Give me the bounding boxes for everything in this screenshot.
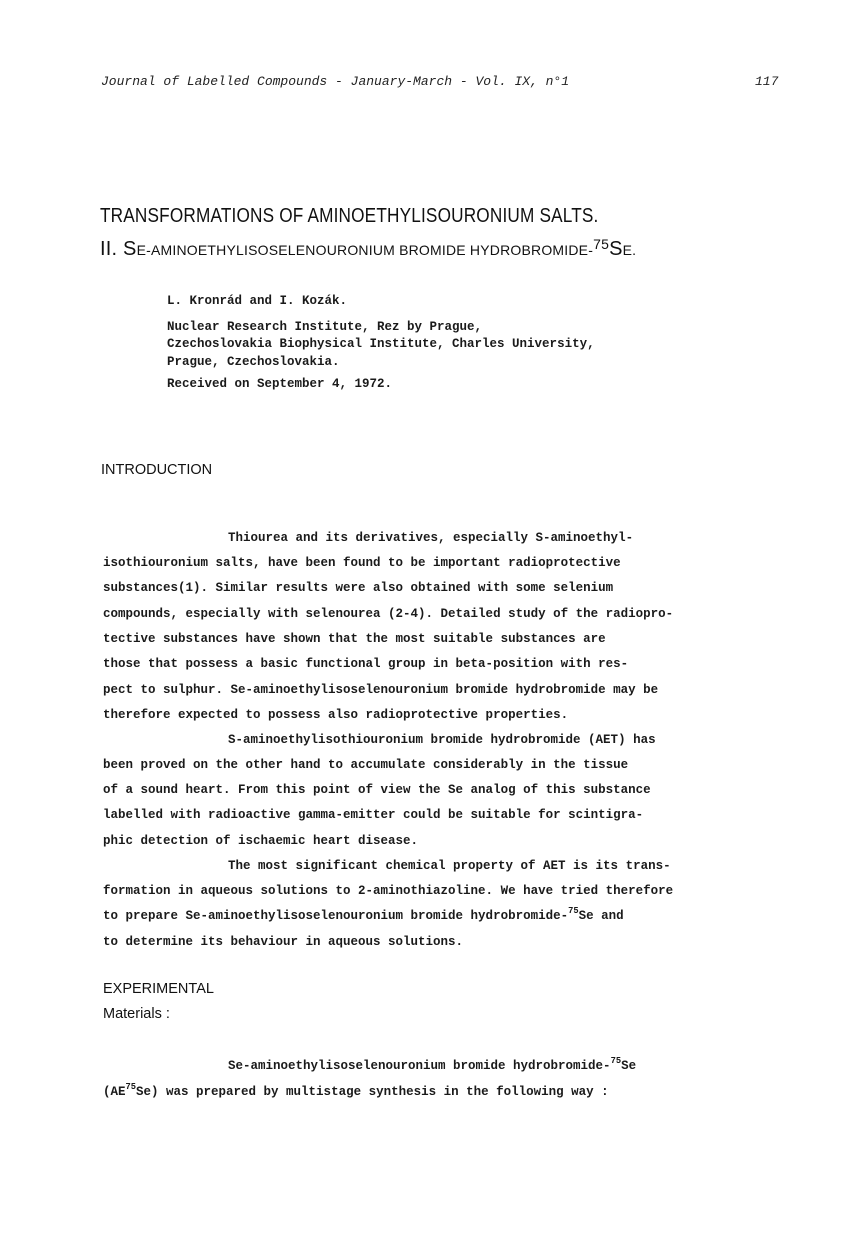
title-line-2-smallcaps: E-AMINOETHYLISOSELENOURONIUM BROMIDE HYDROBROMIDE-	[136, 242, 594, 258]
body-line	[103, 1082, 609, 1099]
body-line: labelled with radioactive gamma-emitter could be suitable for scintigra-	[103, 808, 644, 822]
body-line: those that possess a basic functional group in beta-position with res-	[103, 657, 629, 671]
affiliation-line: Czechoslovakia Biophysical Institute, Charles University,	[167, 337, 595, 351]
body-line: formation in aqueous solutions to 2-aminothiazoline. We have tried therefore	[103, 884, 674, 898]
superscript: 75	[610, 1056, 622, 1066]
title-line-2-end-small: E.	[622, 242, 637, 258]
body-line: pect to sulphur. Se-aminoethylisoselenouronium bromide hydrobromide may be	[103, 683, 659, 697]
experimental-heading: EXPERIMENTAL	[103, 981, 214, 997]
body-line	[103, 906, 624, 923]
body-line: tective substances have shown that the most suitable substances are	[103, 632, 606, 646]
journal-header: Journal of Labelled Compounds - January-March - Vol. IX, n°1	[101, 74, 570, 89]
body-line: substances(1). Similar results were also obtained with some selenium	[103, 581, 614, 595]
body-line-text: to prepare Se-aminoethylisoselenouronium bromide hydrobromide-	[103, 909, 569, 923]
received-date: Received on September 4, 1972.	[167, 377, 393, 391]
body-line: Thiourea and its derivatives, especially S-aminoethyl-	[228, 531, 634, 545]
body-line: of a sound heart. From this point of view the Se analog of this substance	[103, 783, 651, 797]
body-line: S-aminoethylisothiouronium bromide hydrobromide (AET) has	[228, 733, 656, 747]
authors: L. Kronrád and I. Kozák.	[167, 294, 348, 308]
body-line: The most significant chemical property of AET is its trans-	[228, 859, 671, 873]
body-line-tail: Se	[621, 1059, 637, 1073]
body-line: phic detection of ischaemic heart disease.	[103, 834, 419, 848]
introduction-heading: INTRODUCTION	[101, 462, 213, 478]
title-line-2-prefix: II. S	[100, 238, 137, 260]
materials-subheading: Materials :	[103, 1006, 170, 1022]
page-number: 117	[755, 74, 779, 89]
body-line-text: Se-aminoethylisoselenouronium bromide hydrobromide-	[228, 1059, 611, 1073]
title-superscript: 75	[593, 236, 610, 252]
superscript: 75	[568, 906, 579, 916]
superscript: 75	[125, 1082, 137, 1092]
body-line: therefore expected to possess also radioprotective properties.	[103, 708, 569, 722]
body-line: isothiouronium salts, have been found to be important radioprotective	[103, 556, 621, 570]
title-line-2	[100, 238, 636, 261]
body-line-tail: Se and	[578, 909, 624, 923]
body-line-tail: Se) was prepared by multistage synthesis in the following way :	[136, 1085, 609, 1099]
affiliation-line: Prague, Czechoslovakia.	[167, 355, 340, 369]
affiliation-line: Nuclear Research Institute, Rez by Prague,	[167, 320, 483, 334]
body-line: compounds, especially with selenourea (2-4). Detailed study of the radiopro-	[103, 607, 674, 621]
body-line: been proved on the other hand to accumulate considerably in the tissue	[103, 758, 629, 772]
body-line: to determine its behaviour in aqueous solutions.	[103, 935, 464, 949]
title-line-2-end: S	[609, 238, 623, 260]
body-line-pre: (AE	[103, 1085, 126, 1099]
body-line	[228, 1056, 637, 1073]
title-line-1: TRANSFORMATIONS OF AMINOETHYLISOURONIUM SALTS.	[100, 205, 599, 227]
